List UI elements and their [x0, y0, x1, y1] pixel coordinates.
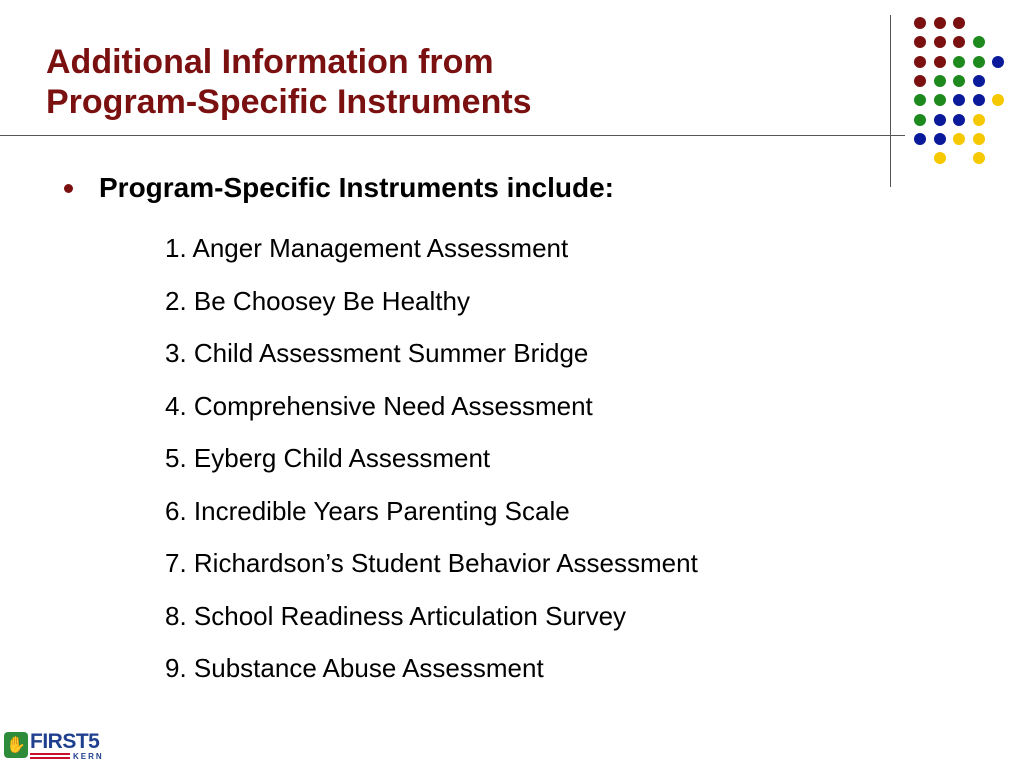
- list-item: 1. Anger Management Assessment: [165, 233, 569, 263]
- dot-red: [934, 56, 946, 68]
- dot-yellow: [953, 133, 965, 145]
- hand-icon: ✋: [4, 732, 28, 758]
- dot-green: [914, 114, 926, 126]
- dot-blue: [934, 114, 946, 126]
- list-item: 4. Comprehensive Need Assessment: [165, 390, 593, 421]
- dot-red: [953, 36, 965, 48]
- dot-blue: [914, 133, 926, 145]
- dot-blue: [953, 114, 965, 126]
- logo-text: FIRST5: [30, 730, 100, 753]
- slide-title: [46, 42, 532, 122]
- dot-yellow: [973, 152, 985, 164]
- dot-yellow: [934, 152, 946, 164]
- list-item: 7. Richardson’s Student Behavior Assessment: [165, 548, 698, 578]
- flag-stripes-icon: [30, 753, 70, 761]
- dot-red: [914, 56, 926, 68]
- dot-red: [914, 17, 926, 29]
- title-line-1: Additional Information from: [46, 43, 494, 81]
- list-item: 3. Child Assessment Summer Bridge: [165, 338, 589, 368]
- bullet-icon: [64, 184, 73, 193]
- dot-blue: [973, 94, 985, 106]
- logo-subtext: KERN: [73, 752, 104, 761]
- dot-blue: [934, 133, 946, 145]
- list-item: 9. Substance Abuse Assessment: [165, 653, 544, 683]
- title-underline: [0, 135, 905, 136]
- list-item: 2. Be Choosey Be Healthy: [165, 285, 470, 316]
- dot-green: [953, 75, 965, 87]
- dot-yellow: [973, 133, 985, 145]
- dot-red: [934, 36, 946, 48]
- dot-blue: [973, 75, 985, 87]
- list-item: 8. School Readiness Articulation Survey: [165, 600, 627, 631]
- bullet-heading: [64, 172, 614, 204]
- dot-green: [973, 36, 985, 48]
- dot-red: [914, 75, 926, 87]
- dot-green: [973, 56, 985, 68]
- list-item: 5. Eyberg Child Assessment: [165, 443, 491, 473]
- list-item: 6. Incredible Years Parenting Scale: [165, 495, 570, 526]
- dot-red: [934, 17, 946, 29]
- first5-kern-logo: [4, 732, 110, 764]
- dot-red: [914, 36, 926, 48]
- dot-yellow: [992, 94, 1004, 106]
- dot-blue: [992, 56, 1004, 68]
- dot-green: [953, 56, 965, 68]
- vertical-divider: [890, 15, 891, 187]
- bullet-text: Program-Specific Instruments include:: [99, 172, 614, 203]
- dot-red: [953, 17, 965, 29]
- dot-green: [934, 94, 946, 106]
- dot-blue: [953, 94, 965, 106]
- dot-green: [914, 94, 926, 106]
- dot-yellow: [973, 114, 985, 126]
- dot-green: [934, 75, 946, 87]
- instrument-list: [165, 226, 698, 699]
- decorative-dot-grid: [900, 10, 1020, 170]
- title-line-2: Program-Specific Instruments: [46, 83, 532, 121]
